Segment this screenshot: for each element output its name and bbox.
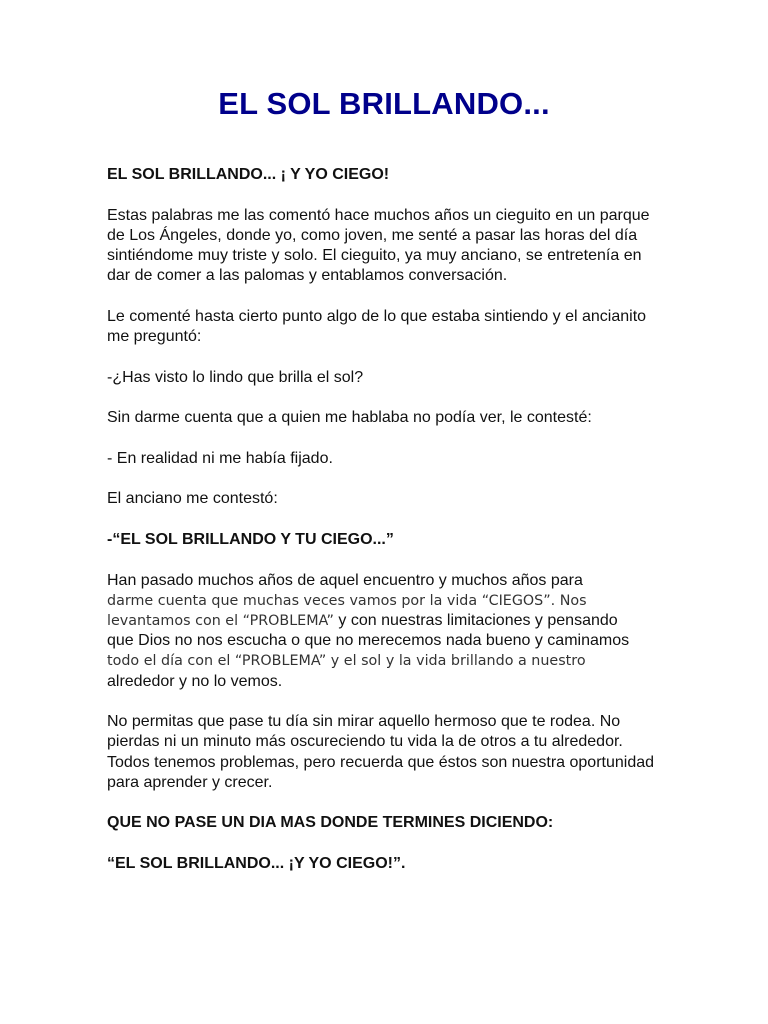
quote-sun-shining: -“EL SOL BRILLANDO Y TU CIEGO...” [107, 530, 394, 548]
paragraph-answer-intro: El anciano me contestó: [107, 490, 278, 508]
reflection-line-3b: y con nuestras limitaciones y pensando [333, 611, 618, 629]
paragraph-question: -¿Has visto lo lindo que brilla el sol? [107, 368, 364, 386]
paragraph-comment: Le comenté hasta cierto punto algo de lo que estaba sintiendo y el ancianito me preguntó: [107, 307, 647, 345]
reflection-line-5: todo el día con el “PROBLEMA” y el sol y la vida brillando a nuestro [107, 653, 586, 670]
reflection-line-2: darme cuenta que muchas veces vamos por la vida “CIEGOS”. Nos [107, 592, 587, 609]
paragraph-reply-intro: Sin darme cuenta que a quien me hablaba no podía ver, le contesté: [107, 409, 592, 427]
paragraph-reflection [107, 571, 667, 692]
closing-heading: QUE NO PASE UN DIA MAS DONDE TERMINES DICIENDO: [107, 814, 554, 832]
subtitle: EL SOL BRILLANDO... ¡ Y YO CIEGO! [107, 166, 390, 183]
reflection-line-4: que Dios no nos escucha o que no merecemos nada bueno y caminamos [107, 632, 630, 650]
document-body [107, 165, 667, 895]
reflection-line-1: Han pasado muchos años de aquel encuentro y muchos años para [107, 571, 583, 589]
paragraph-reply: - En realidad ni me había fijado. [107, 449, 333, 467]
reflection-line-3a: levantamos con el “PROBLEMA” [107, 612, 334, 629]
paragraph-intro: Estas palabras me las comentó hace muchos años un cieguito en un parque de Los Ángeles, donde yo, como joven, me senté a pasar las horas del día sintiéndome muy triste y solo. El cieguito, ya muy anciano, se entretenía en dar de comer a las palomas y entablamos conversación. [107, 206, 650, 285]
closing-quote: “EL SOL BRILLANDO... ¡Y YO CIEGO!”. [107, 854, 406, 872]
paragraph-advice: No permitas que pase tu día sin mirar aquello hermoso que te rodea. No pierdas ni un minuto más oscureciendo tu vida la de otros a tu alrededor. Todos tenemos problemas, pero recuerda que éstos son nuestra oportunidad para aprender y crecer. [107, 713, 655, 791]
reflection-line-6: alrededor y no lo vemos. [107, 672, 283, 690]
page-title: EL SOL BRILLANDO... [218, 86, 550, 121]
